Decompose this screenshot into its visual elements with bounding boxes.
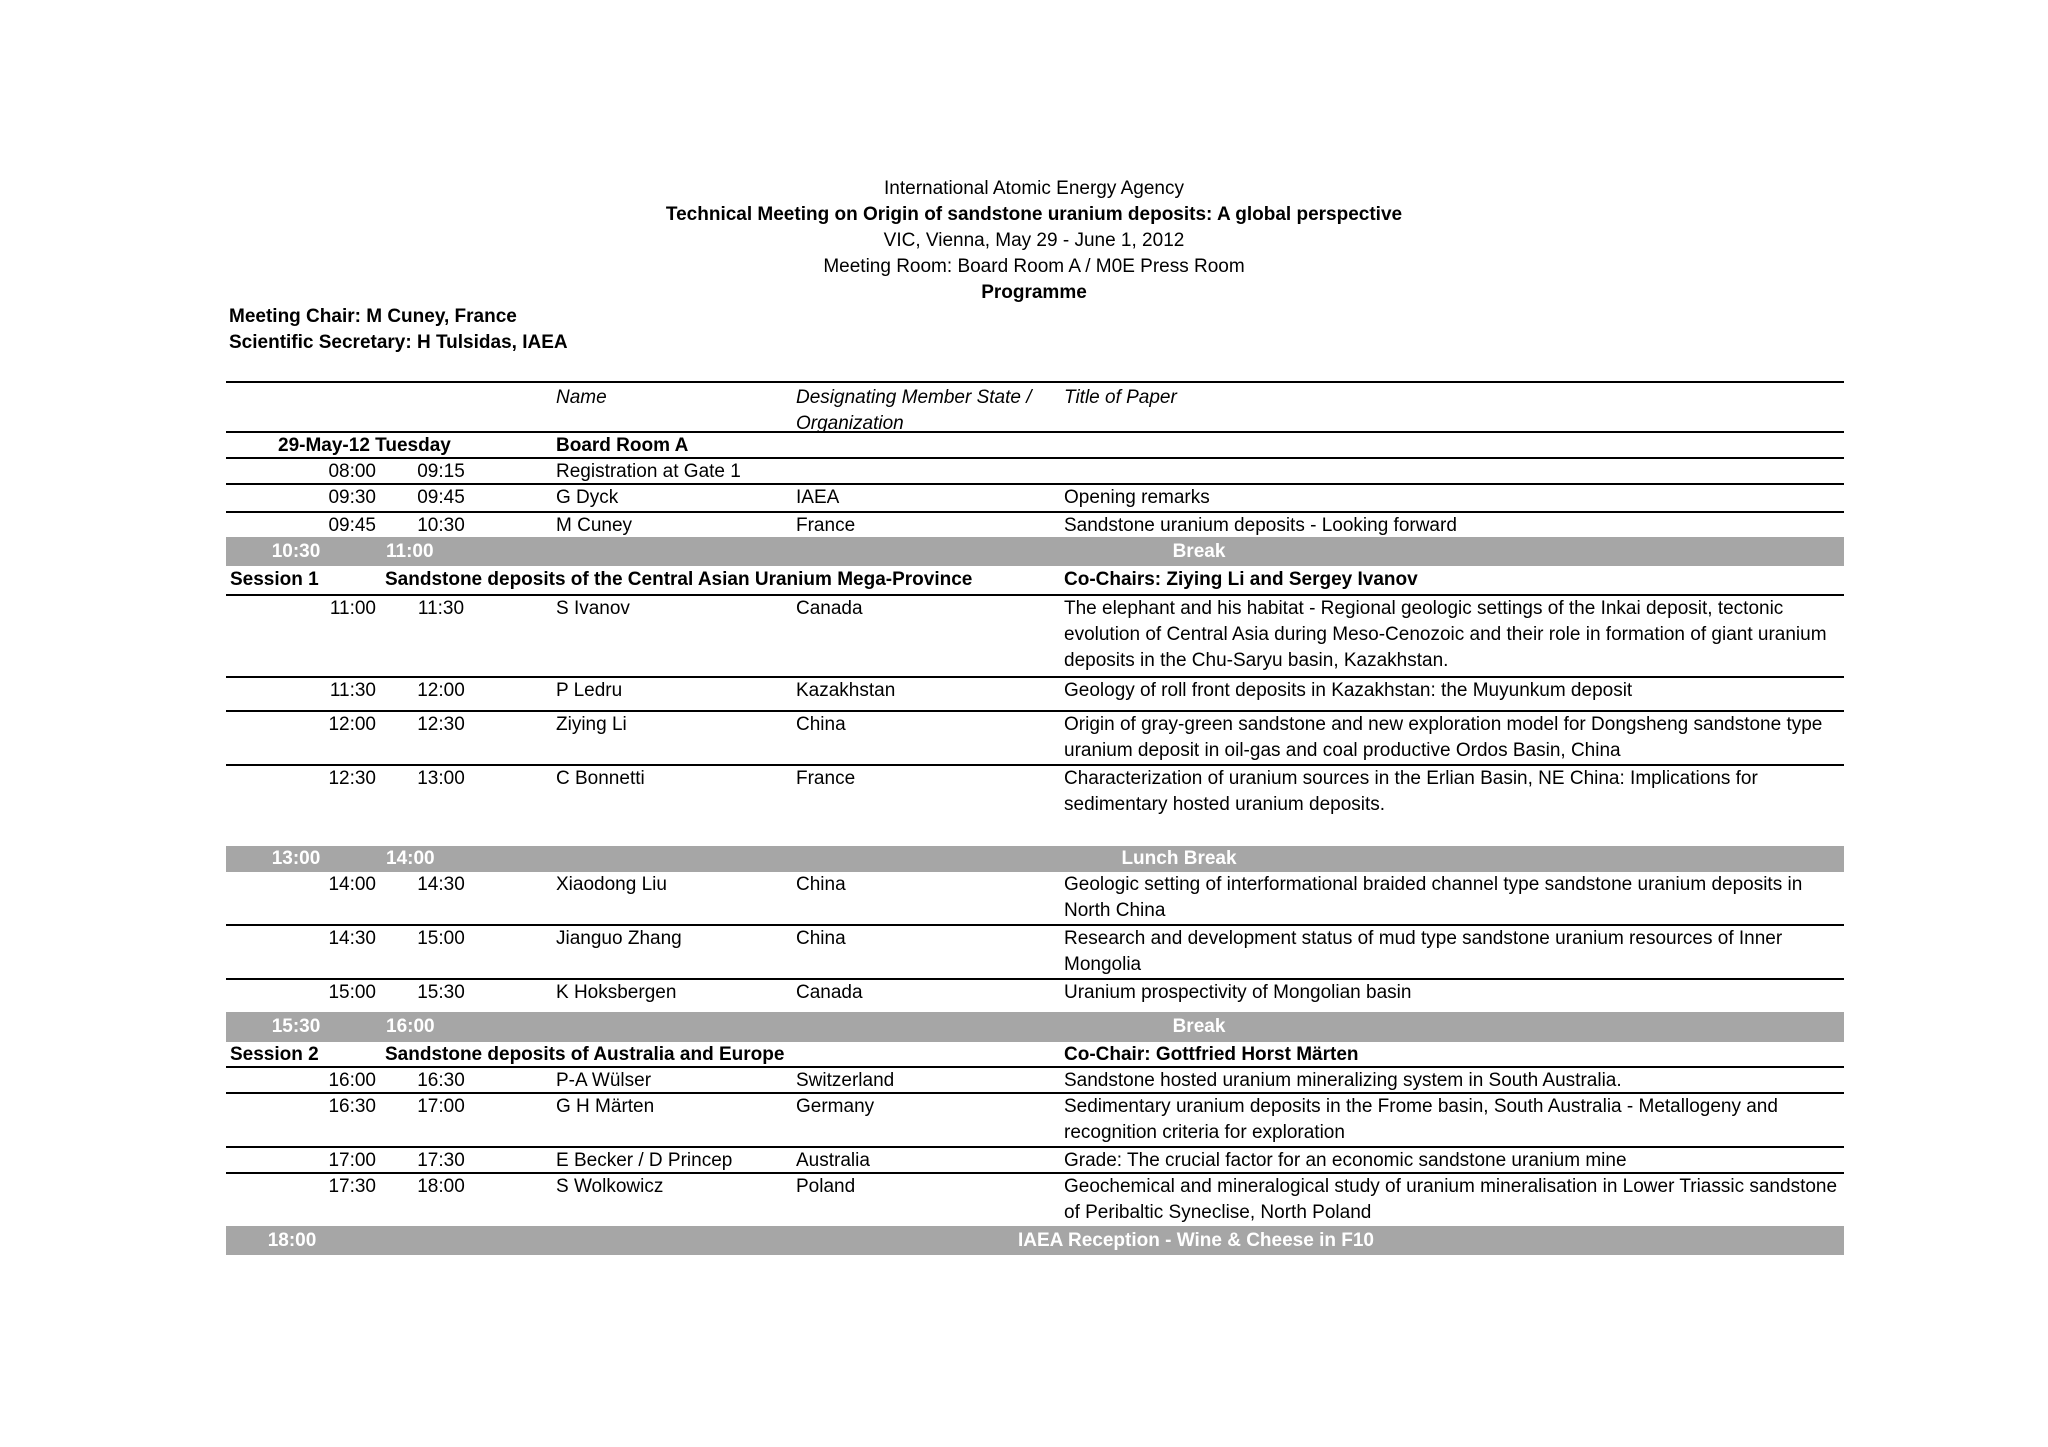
talk-start-time: 09:30	[328, 487, 376, 508]
talk-speaker: K Hoksbergen	[556, 982, 677, 1003]
break-2-label: Break	[1172, 1016, 1226, 1037]
talk-start-time: 17:00	[328, 1150, 376, 1171]
talk-row	[226, 513, 1844, 537]
talk-row	[226, 872, 1844, 926]
talk-organization: IAEA	[796, 487, 840, 508]
talk-row	[226, 485, 1844, 513]
session-1-chairs: Co-Chairs: Ziying Li and Sergey Ivanov	[1064, 569, 1418, 590]
talk-end-time: 10:30	[417, 515, 465, 536]
break-row-2	[226, 1012, 1844, 1042]
page-header	[0, 176, 2048, 306]
talk-start-time: 12:00	[328, 714, 376, 735]
break-2-end: 16:00	[386, 1016, 435, 1037]
talk-end-time: 18:00	[417, 1176, 465, 1197]
talk-title: Sedimentary uranium deposits in the Frome basin, South Australia - Metallogeny and recognition criteria for exploration	[1064, 1096, 1778, 1143]
talk-organization: France	[796, 768, 856, 789]
talk-start-time: 11:00	[329, 598, 376, 619]
talk-row	[226, 1068, 1844, 1094]
talk-row	[226, 926, 1844, 980]
talk-title: Characterization of uranium sources in the Erlian Basin, NE China: Implications for sedimentary hosted uranium deposits.	[1064, 768, 1758, 815]
chairs-block	[229, 304, 568, 356]
session-1-talks-morning	[226, 596, 1844, 846]
talk-start-time: 12:30	[328, 768, 376, 789]
opening-rows	[226, 459, 1844, 537]
talk-start-time: 14:30	[328, 928, 376, 949]
reception-label: IAEA Reception - Wine & Cheese in F10	[1018, 1230, 1374, 1251]
talk-start-time: 08:00	[328, 461, 376, 482]
talk-end-time: 12:30	[417, 714, 465, 735]
talk-speaker: G H Märten	[556, 1096, 655, 1117]
talk-speaker: Xiaodong Liu	[556, 874, 667, 895]
lunch-start: 13:00	[271, 848, 321, 869]
talk-row	[226, 766, 1844, 846]
reception-start: 18:00	[267, 1230, 317, 1251]
break-row	[226, 537, 1844, 566]
talk-end-time: 09:15	[417, 461, 465, 482]
talk-row	[226, 459, 1844, 485]
talk-speaker: Jianguo Zhang	[556, 928, 682, 949]
talk-speaker: P Ledru	[556, 680, 623, 701]
lunch-label: Lunch Break	[1121, 848, 1237, 869]
programme-label: Programme	[981, 282, 1087, 303]
talk-speaker: M Cuney	[556, 515, 633, 536]
talk-title: Uranium prospectivity of Mongolian basin	[1064, 982, 1412, 1003]
talk-title: Geochemical and mineralogical study of uranium mineralisation in Lower Triassic sandstone of Peribaltic Syneclise, North Poland	[1064, 1176, 1838, 1223]
session-1-row	[226, 566, 1844, 596]
talk-end-time: 09:45	[417, 487, 465, 508]
location-dates: VIC, Vienna, May 29 - June 1, 2012	[883, 230, 1185, 251]
column-title: Title of Paper	[1064, 387, 1177, 408]
talk-title: Origin of gray-green sandstone and new exploration model for Dongsheng sandstone type uranium deposit in oil-gas and coal productive Ordos Basin, China	[1064, 714, 1823, 761]
talk-row	[226, 678, 1844, 712]
meeting-title: Technical Meeting on Origin of sandstone uranium deposits: A global perspective	[665, 204, 1403, 225]
session-1-title: Sandstone deposits of the Central Asian Uranium Mega-Province	[385, 569, 973, 590]
reception-row	[226, 1226, 1844, 1255]
talk-organization: China	[796, 874, 846, 895]
day-date: 29-May-12 Tuesday	[278, 435, 451, 456]
break-end: 11:00	[386, 541, 434, 562]
lunch-break-row	[226, 846, 1844, 872]
column-org: Designating Member State / Organization	[796, 387, 1032, 434]
talk-organization: Germany	[796, 1096, 875, 1117]
session-2-chairs: Co-Chair: Gottfried Horst Märten	[1064, 1044, 1359, 1065]
talk-start-time: 16:00	[328, 1070, 376, 1091]
talk-start-time: 11:30	[329, 680, 376, 701]
talk-title: Geology of roll front deposits in Kazakhstan: the Muyunkum deposit	[1064, 680, 1633, 701]
talk-row	[226, 712, 1844, 766]
talk-speaker: P-A Wülser	[556, 1070, 652, 1091]
column-name: Name	[556, 387, 607, 408]
session-2-title: Sandstone deposits of Australia and Europe	[385, 1044, 785, 1065]
talk-row	[226, 980, 1844, 1008]
talk-organization: Australia	[796, 1150, 870, 1171]
talk-start-time: 14:00	[328, 874, 376, 895]
column-header-row	[226, 381, 1844, 433]
talk-organization: Kazakhstan	[796, 680, 896, 701]
talk-end-time: 15:30	[417, 982, 465, 1003]
schedule-table	[226, 381, 1844, 1255]
lunch-end: 14:00	[386, 848, 435, 869]
talk-end-time: 11:30	[417, 598, 465, 619]
session-1-talks-afternoon	[226, 872, 1844, 1008]
talk-title: The elephant and his habitat - Regional geologic settings of the Inkai deposit, tectonic evolution of Central Asia during Meso-Cenozoic and their role in formation of giant uranium deposits in the Chu-Saryu basin, Kazakhstan.	[1064, 598, 1827, 671]
talk-title: Sandstone hosted uranium mineralizing system in South Australia.	[1064, 1070, 1622, 1091]
meeting-room: Meeting Room: Board Room A / M0E Press Room	[823, 256, 1245, 277]
org-name: International Atomic Energy Agency	[884, 178, 1184, 199]
session-1-number: Session 1	[230, 569, 319, 590]
talk-speaker: E Becker / D Princep	[556, 1150, 733, 1171]
talk-start-time: 17:30	[328, 1176, 376, 1197]
talk-title: Geologic setting of interformational braided channel type sandstone uranium deposits in North China	[1064, 874, 1803, 921]
talk-organization: Canada	[796, 982, 863, 1003]
session-2-number: Session 2	[230, 1044, 319, 1065]
talk-start-time: 15:00	[328, 982, 376, 1003]
talk-title: Research and development status of mud type sandstone uranium resources of Inner Mongolia	[1064, 928, 1783, 975]
talk-organization: China	[796, 928, 846, 949]
talk-end-time: 17:00	[417, 1096, 465, 1117]
talk-organization: Poland	[796, 1176, 856, 1197]
talk-end-time: 14:30	[417, 874, 465, 895]
talk-title: Opening remarks	[1064, 487, 1210, 508]
talk-organization: Canada	[796, 598, 863, 619]
scientific-secretary: Scientific Secretary: H Tulsidas, IAEA	[229, 332, 568, 353]
break-start: 10:30	[271, 541, 321, 562]
talk-end-time: 17:30	[417, 1150, 465, 1171]
session-2-talks	[226, 1068, 1844, 1226]
talk-title: Sandstone uranium deposits - Looking forward	[1064, 515, 1457, 536]
talk-row	[226, 1148, 1844, 1174]
talk-speaker: Registration at Gate 1	[556, 461, 741, 482]
break-label: Break	[1172, 541, 1226, 562]
day-room: Board Room A	[556, 435, 689, 456]
session-2-row	[226, 1042, 1844, 1068]
talk-end-time: 13:00	[417, 768, 465, 789]
talk-speaker: G Dyck	[556, 487, 619, 508]
talk-start-time: 09:45	[328, 515, 376, 536]
day-row	[226, 433, 1844, 459]
talk-organization: France	[796, 515, 856, 536]
talk-organization: Switzerland	[796, 1070, 895, 1091]
meeting-chair: Meeting Chair: M Cuney, France	[229, 306, 517, 327]
talk-row	[226, 596, 1844, 678]
talk-speaker: Ziying Li	[556, 714, 627, 735]
talk-row	[226, 1174, 1844, 1226]
talk-start-time: 16:30	[328, 1096, 376, 1117]
talk-end-time: 15:00	[417, 928, 465, 949]
talk-speaker: S Wolkowicz	[556, 1176, 664, 1197]
talk-organization: China	[796, 714, 846, 735]
talk-speaker: C Bonnetti	[556, 768, 645, 789]
break-2-start: 15:30	[271, 1016, 321, 1037]
talk-speaker: S Ivanov	[556, 598, 630, 619]
talk-end-time: 16:30	[417, 1070, 465, 1091]
talk-end-time: 12:00	[417, 680, 465, 701]
talk-row	[226, 1094, 1844, 1148]
talk-title: Grade: The crucial factor for an economic sandstone uranium mine	[1064, 1150, 1627, 1171]
